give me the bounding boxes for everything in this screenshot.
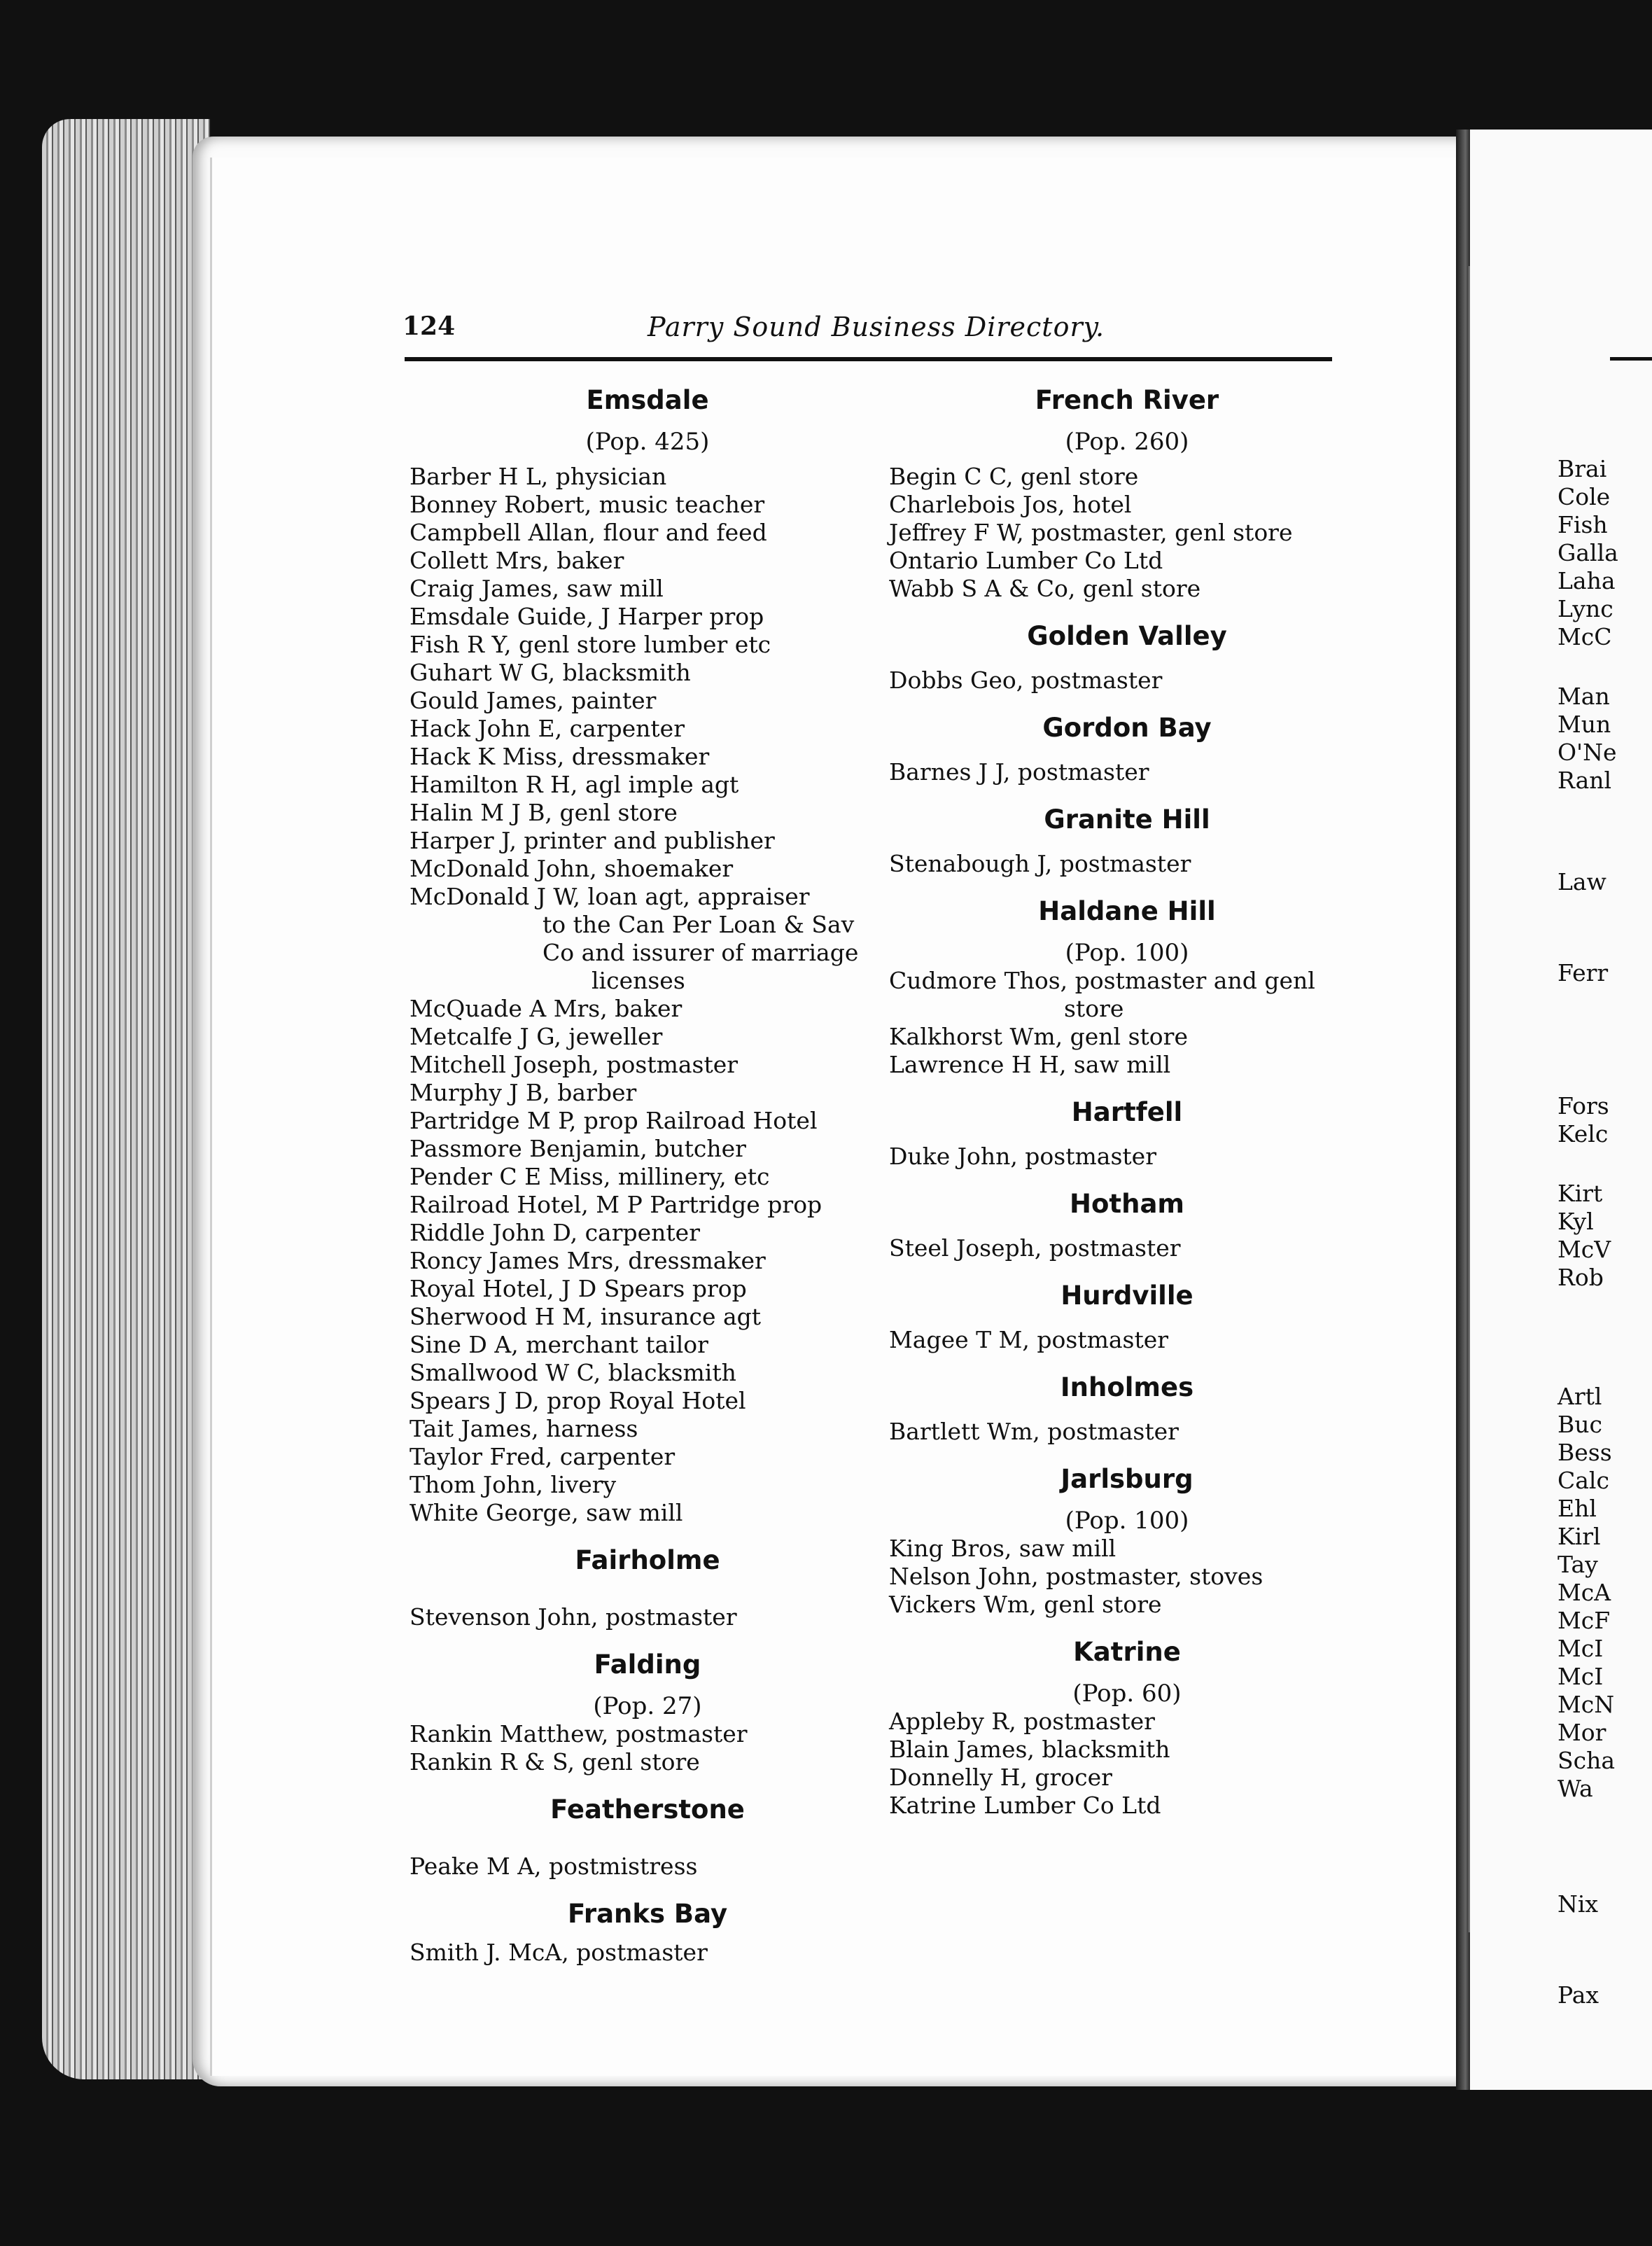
list-item-fragment: Mun: [1558, 711, 1611, 738]
town-heading: Featherstone: [550, 1794, 745, 1825]
list-item: Metcalfe J G, jeweller: [410, 1023, 663, 1050]
list-item: Emsdale Guide, J Harper prop: [410, 603, 764, 630]
population: (Pop. 100): [1065, 939, 1189, 967]
list-item-fragment: Brai: [1558, 455, 1607, 482]
list-item: Vickers Wm, genl store: [889, 1591, 1162, 1618]
town-block-inholmes: [889, 1372, 1365, 1446]
list-item: Dobbs Geo, postmaster: [889, 667, 1163, 694]
list-item: Campbell Allan, flour and feed: [410, 519, 767, 546]
list-item-fragment: Pax: [1558, 1981, 1600, 2009]
population: (Pop. 425): [585, 428, 710, 456]
list-item: Taylor Fred, carpenter: [410, 1443, 676, 1470]
list-item: Bartlett Wm, postmaster: [889, 1418, 1179, 1445]
list-item: Katrine Lumber Co Ltd: [889, 1792, 1161, 1819]
list-item: Lawrence H H, saw mill: [889, 1051, 1171, 1078]
town-heading: Granite Hill: [1044, 804, 1210, 835]
list-item: King Bros, saw mill: [889, 1535, 1116, 1562]
list-item-fragment: Fors: [1558, 1092, 1609, 1119]
town-block-hartfell: [889, 1097, 1365, 1171]
town-block-featherstone: [410, 1794, 886, 1881]
list-item-fragment: Bess: [1558, 1439, 1612, 1466]
list-item-fragment: Artl: [1558, 1383, 1602, 1410]
town-heading: Jarlsburg: [1060, 1464, 1194, 1494]
list-item: Bonney Robert, music teacher: [410, 491, 765, 518]
list-item-fragment: McI: [1558, 1635, 1604, 1662]
list-item-fragment: Buc: [1558, 1411, 1602, 1438]
list-item: Barber H L, physician: [410, 463, 667, 490]
population: (Pop. 60): [1072, 1680, 1182, 1708]
list-item-continuation: to the Can Per Loan & Sav: [542, 911, 855, 938]
book-page-edges: [42, 119, 210, 2079]
population: (Pop. 100): [1065, 1507, 1189, 1535]
list-item: Hack K Miss, dressmaker: [410, 743, 710, 770]
town-block-franks-bay: [410, 1899, 886, 1967]
town-block-haldane-hill: [889, 896, 1365, 1079]
list-item: McDonald John, shoemaker: [410, 855, 734, 882]
list-item: Passmore Benjamin, butcher: [410, 1135, 746, 1162]
list-item: McDonald J W, loan agt, appraiser: [410, 883, 810, 910]
list-item: Rankin R & S, genl store: [410, 1748, 700, 1776]
list-item: Wabb S A & Co, genl store: [889, 575, 1201, 602]
list-item-fragment: Ferr: [1558, 959, 1609, 986]
list-item-fragment: Ranl: [1558, 767, 1612, 794]
list-item-fragment: Calc: [1558, 1467, 1609, 1494]
town-heading: Fairholme: [575, 1545, 720, 1575]
list-item-fragment: Lync: [1558, 595, 1614, 622]
list-item-fragment: Scha: [1558, 1747, 1616, 1774]
list-item-continuation: Co and issurer of marriage: [542, 939, 859, 966]
list-item: Royal Hotel, J D Spears prop: [410, 1275, 747, 1302]
list-item: White George, saw mill: [410, 1499, 683, 1526]
list-item: Magee T M, postmaster: [889, 1326, 1169, 1353]
list-item: Halin M J B, genl store: [410, 799, 678, 826]
page-number: 124: [402, 312, 456, 341]
list-item-fragment: O'Ne: [1558, 739, 1617, 766]
list-item-continuation: store: [1064, 995, 1124, 1022]
list-item: Thom John, livery: [410, 1471, 617, 1498]
town-block-jarlsburg: [889, 1464, 1365, 1619]
town-heading: Inholmes: [1060, 1372, 1194, 1402]
list-item-fragment: Fish: [1558, 511, 1608, 538]
town-heading: Falding: [594, 1649, 701, 1680]
town-heading: Hartfell: [1071, 1097, 1183, 1127]
list-item-fragment: McV: [1558, 1236, 1611, 1263]
list-item: Guhart W G, blacksmith: [410, 659, 691, 686]
list-item-fragment: McC: [1558, 623, 1612, 650]
list-item: Rankin Matthew, postmaster: [410, 1720, 748, 1748]
list-item: Sherwood H M, insurance agt: [410, 1303, 762, 1330]
spacer: [410, 1825, 886, 1853]
list-item: Jeffrey F W, postmaster, genl store: [889, 519, 1293, 546]
list-item: Kalkhorst Wm, genl store: [889, 1023, 1188, 1050]
list-item-fragment: Galla: [1558, 539, 1618, 566]
list-item: Hamilton R H, agl imple agt: [410, 771, 739, 798]
list-item: Fish R Y, genl store lumber etc: [410, 631, 771, 658]
list-item: Partridge M P, prop Railroad Hotel: [410, 1107, 818, 1134]
list-item: Stenabough J, postmaster: [889, 850, 1191, 877]
list-item: Pender C E Miss, millinery, etc: [410, 1163, 770, 1190]
list-item: Murphy J B, barber: [410, 1079, 637, 1106]
town-heading: Golden Valley: [1027, 621, 1227, 651]
list-item: Hack John E, carpenter: [410, 715, 685, 742]
list-item: Collett Mrs, baker: [410, 547, 624, 574]
town-heading: French River: [1035, 385, 1219, 415]
population: (Pop. 260): [1065, 428, 1189, 456]
list-item-fragment: Law: [1558, 868, 1606, 895]
list-item: Charlebois Jos, hotel: [889, 491, 1132, 518]
list-item: Riddle John D, carpenter: [410, 1219, 700, 1246]
town-block-golden-valley: [889, 621, 1365, 695]
list-item: Smith J. McA, postmaster: [410, 1939, 708, 1966]
list-item-fragment: Tay: [1558, 1551, 1598, 1578]
list-item-fragment: McA: [1558, 1579, 1611, 1606]
town-heading: Emsdale: [586, 385, 709, 415]
page-header: [402, 312, 1330, 354]
population: (Pop. 27): [593, 1692, 702, 1720]
list-item-fragment: Ehl: [1558, 1495, 1597, 1522]
list-item: Barnes J J, postmaster: [889, 758, 1149, 786]
town-block-french-river: [889, 385, 1365, 603]
list-item: Railroad Hotel, M P Partridge prop: [410, 1191, 822, 1218]
list-item-fragment: Kelc: [1558, 1120, 1609, 1148]
list-item: Blain James, blacksmith: [889, 1736, 1170, 1763]
list-item: Ontario Lumber Co Ltd: [889, 547, 1163, 574]
list-item: Donnelly H, grocer: [889, 1764, 1112, 1791]
list-item-fragment: Rob: [1558, 1264, 1604, 1291]
list-item: Harper J, printer and publisher: [410, 827, 775, 854]
list-item-fragment: McI: [1558, 1663, 1604, 1690]
list-item-continuation: licenses: [592, 967, 685, 994]
running-title: Parry Sound Business Directory.: [648, 312, 1105, 342]
list-item: McQuade A Mrs, baker: [410, 995, 682, 1022]
town-block-hotham: [889, 1189, 1365, 1262]
town-block-fairholme: [410, 1545, 886, 1631]
town-block-gordon-bay: [889, 713, 1365, 786]
list-item: Gould James, painter: [410, 687, 657, 714]
list-item-fragment: Nix: [1558, 1890, 1599, 1918]
list-item: Peake M A, postmistress: [410, 1853, 698, 1880]
list-item: Craig James, saw mill: [410, 575, 664, 602]
list-item: Cudmore Thos, postmaster and genl: [889, 967, 1315, 994]
town-heading: Katrine: [1073, 1637, 1181, 1667]
list-item: Roncy James Mrs, dressmaker: [410, 1247, 766, 1274]
list-item-fragment: McN: [1558, 1691, 1615, 1718]
list-item: Mitchell Joseph, postmaster: [410, 1051, 738, 1078]
town-block-hurdville: [889, 1281, 1365, 1354]
list-item-fragment: Kirl: [1558, 1523, 1601, 1550]
town-heading: Hurdville: [1060, 1281, 1194, 1311]
town-block-granite-hill: [889, 804, 1365, 878]
list-item-fragment: Cole: [1558, 483, 1611, 510]
list-item: Nelson John, postmaster, stoves: [889, 1563, 1264, 1590]
spacer: [410, 1575, 886, 1603]
list-item: Begin C C, genl store: [889, 463, 1139, 490]
list-item-fragment: McF: [1558, 1607, 1611, 1634]
left-column: [410, 385, 886, 1985]
list-item: Tait James, harness: [410, 1415, 638, 1442]
list-item-fragment: Mor: [1558, 1719, 1606, 1746]
town-heading: Franks Bay: [567, 1899, 728, 1929]
list-item-fragment: Laha: [1558, 567, 1616, 594]
list-item: Sine D A, merchant tailor: [410, 1331, 708, 1358]
list-item-fragment: Kyl: [1558, 1208, 1594, 1235]
town-heading: Hotham: [1070, 1189, 1184, 1219]
list-item: Stevenson John, postmaster: [410, 1603, 737, 1631]
list-item: Duke John, postmaster: [889, 1143, 1156, 1170]
list-item: Steel Joseph, postmaster: [889, 1234, 1181, 1262]
town-block-katrine: [889, 1637, 1365, 1820]
list-item-fragment: Man: [1558, 683, 1610, 710]
header-rule: [405, 357, 1332, 361]
list-item: Spears J D, prop Royal Hotel: [410, 1387, 746, 1414]
town-block-emsdale: [410, 385, 886, 1527]
list-item: Appleby R, postmaster: [889, 1708, 1155, 1735]
right-page-rule: [1610, 357, 1652, 361]
list-item: Smallwood W C, blacksmith: [410, 1359, 736, 1386]
town-block-falding: [410, 1649, 886, 1776]
town-heading: Haldane Hill: [1038, 896, 1216, 926]
list-item-fragment: Wa: [1558, 1775, 1593, 1802]
list-item-fragment: Kirt: [1558, 1180, 1603, 1207]
middle-column: [889, 385, 1365, 1838]
town-heading: Gordon Bay: [1042, 713, 1212, 743]
